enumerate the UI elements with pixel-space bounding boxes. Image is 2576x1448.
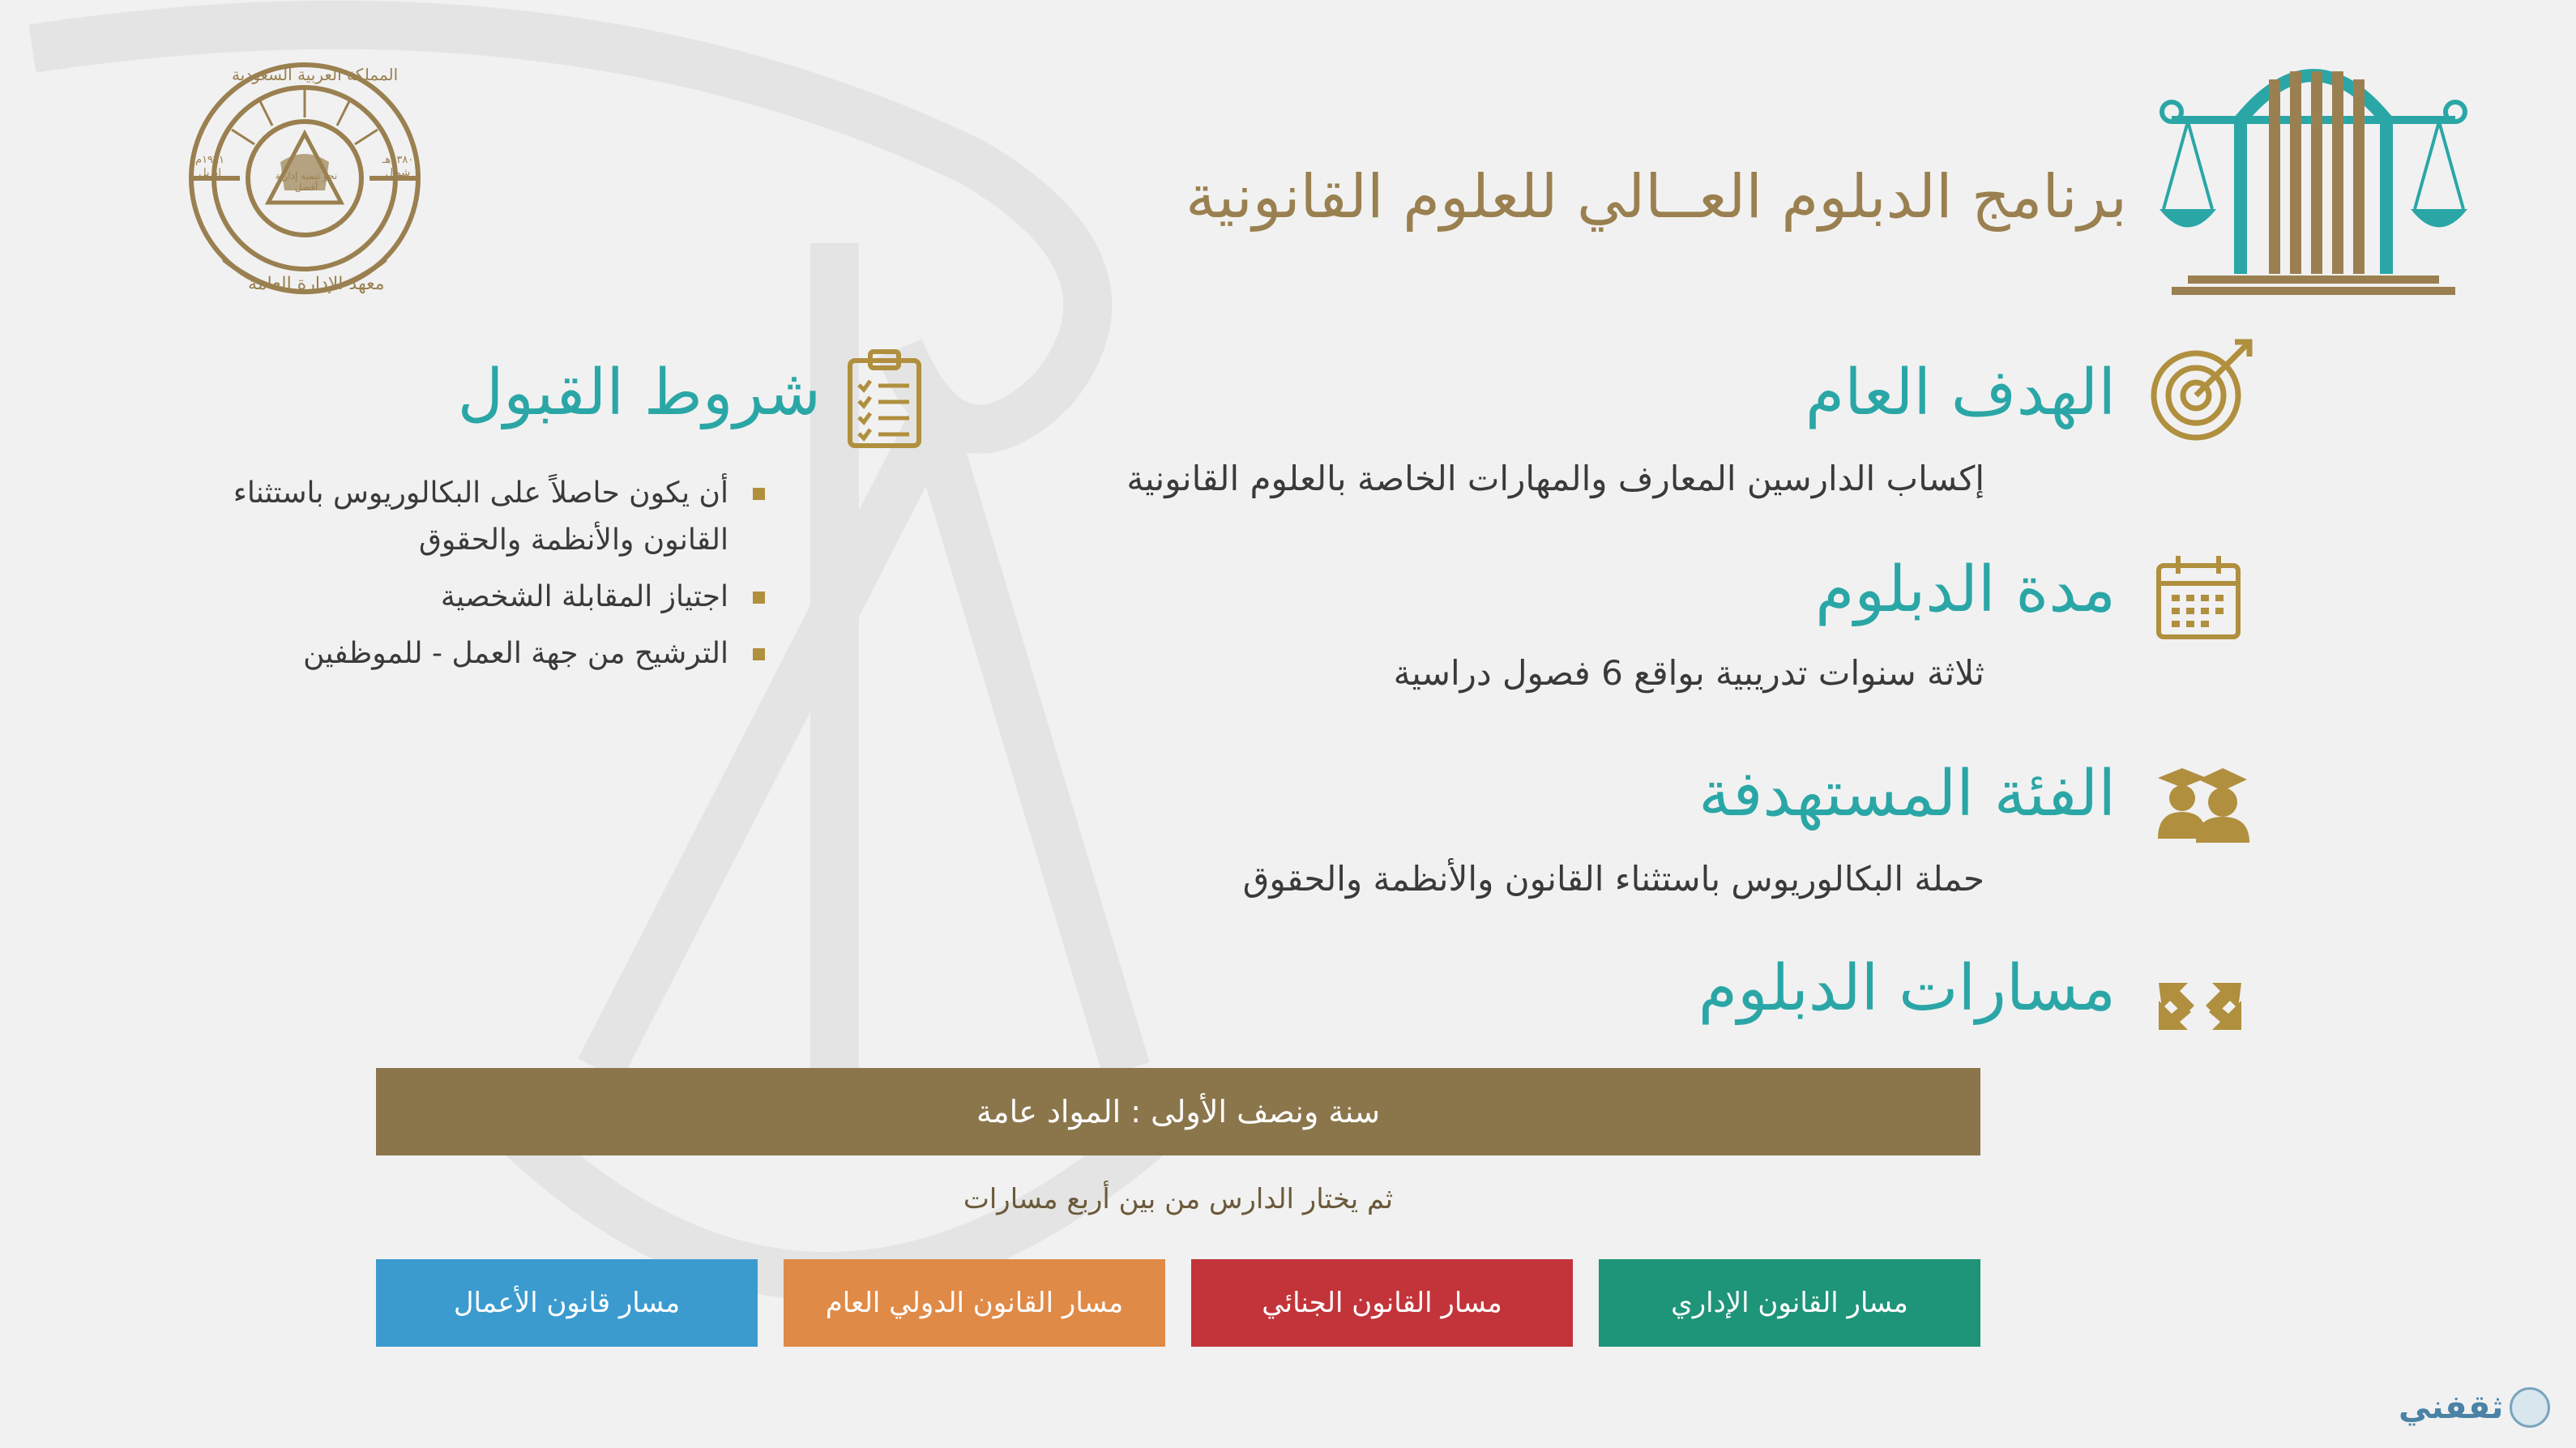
site-name: ثقفني	[2399, 1389, 2504, 1426]
admission-heading: شروط القبول	[457, 357, 821, 429]
choose-note: ثم يختار الدارس من بين أربع مسارات	[963, 1183, 1394, 1215]
track-label: مسار القانون الدولي العام	[825, 1287, 1124, 1319]
target-group-text: حملة البكالوريوس باستثناء القانون والأنظمة والحقوق	[1242, 859, 1984, 899]
admission-item-3: الترشيح من جهة العمل - للموظفين	[303, 637, 728, 670]
track-business-law[interactable]	[376, 1259, 758, 1347]
logo-date-left: ١٣٨٠هـ شوال	[382, 154, 414, 179]
logo-emblem-text: معهد الإدارة العامة	[248, 274, 385, 294]
admission-item-2: اجتياز المقابلة الشخصية	[440, 580, 728, 613]
duration-heading: مدة الدبلوم	[1815, 553, 2116, 626]
general-goal-heading: الهدف العام	[1805, 357, 2116, 429]
target-icon	[2146, 332, 2259, 446]
arrows-icon	[2155, 976, 2245, 1033]
institute-logo	[183, 57, 426, 316]
graduates-icon	[2154, 762, 2251, 843]
list-item	[149, 574, 765, 621]
clipboard-checklist-icon	[846, 348, 923, 450]
target-group-heading: الفئة المستهدفة	[1698, 758, 2116, 831]
logo-inner-text: نحو تنمية إدارية أفضل	[275, 170, 338, 193]
duration-text: ثلاثة سنوات تدريبية بواقع 6 فصول دراسية	[1393, 653, 1984, 693]
general-goal-text: إكساب الدارسين المعارف والمهارات الخاصة بالعلوم القانونية	[1126, 459, 1984, 498]
track-label: مسار قانون الأعمال	[453, 1287, 681, 1319]
first-stage-bar	[376, 1068, 1980, 1155]
bullet-icon	[753, 592, 765, 604]
track-label: مسار القانون الإداري	[1671, 1287, 1908, 1319]
tracks-heading: مسارات الدبلوم	[1698, 952, 2116, 1025]
list-item	[149, 470, 765, 564]
bullet-icon	[753, 648, 765, 660]
admission-item-1: أن يكون حاصلاً على البكالوريوس باستثناء القانون والأنظمة والحقوق	[233, 476, 728, 557]
page-title: برنامج الدبلوم العــالي للعلوم القانونية	[1185, 162, 2127, 232]
admission-list	[149, 470, 765, 677]
list-item	[149, 630, 765, 677]
calendar-icon	[2154, 553, 2243, 642]
track-administrative-law[interactable]	[1599, 1259, 1980, 1347]
justice-scale-icon	[2155, 47, 2471, 298]
logo-date-right: ١٩٦١م إبريل	[195, 154, 224, 179]
first-stage-text: سنة ونصف الأولى : المواد عامة	[976, 1094, 1381, 1130]
bullet-icon	[753, 488, 765, 500]
lightbulb-icon	[2510, 1387, 2550, 1428]
logo-top-text: المملكة العربية السعودية	[232, 65, 399, 84]
track-label: مسار القانون الجنائي	[1262, 1287, 1502, 1319]
track-criminal-law[interactable]	[1191, 1259, 1573, 1347]
site-watermark	[2399, 1387, 2550, 1428]
track-public-international-law[interactable]	[784, 1259, 1165, 1347]
